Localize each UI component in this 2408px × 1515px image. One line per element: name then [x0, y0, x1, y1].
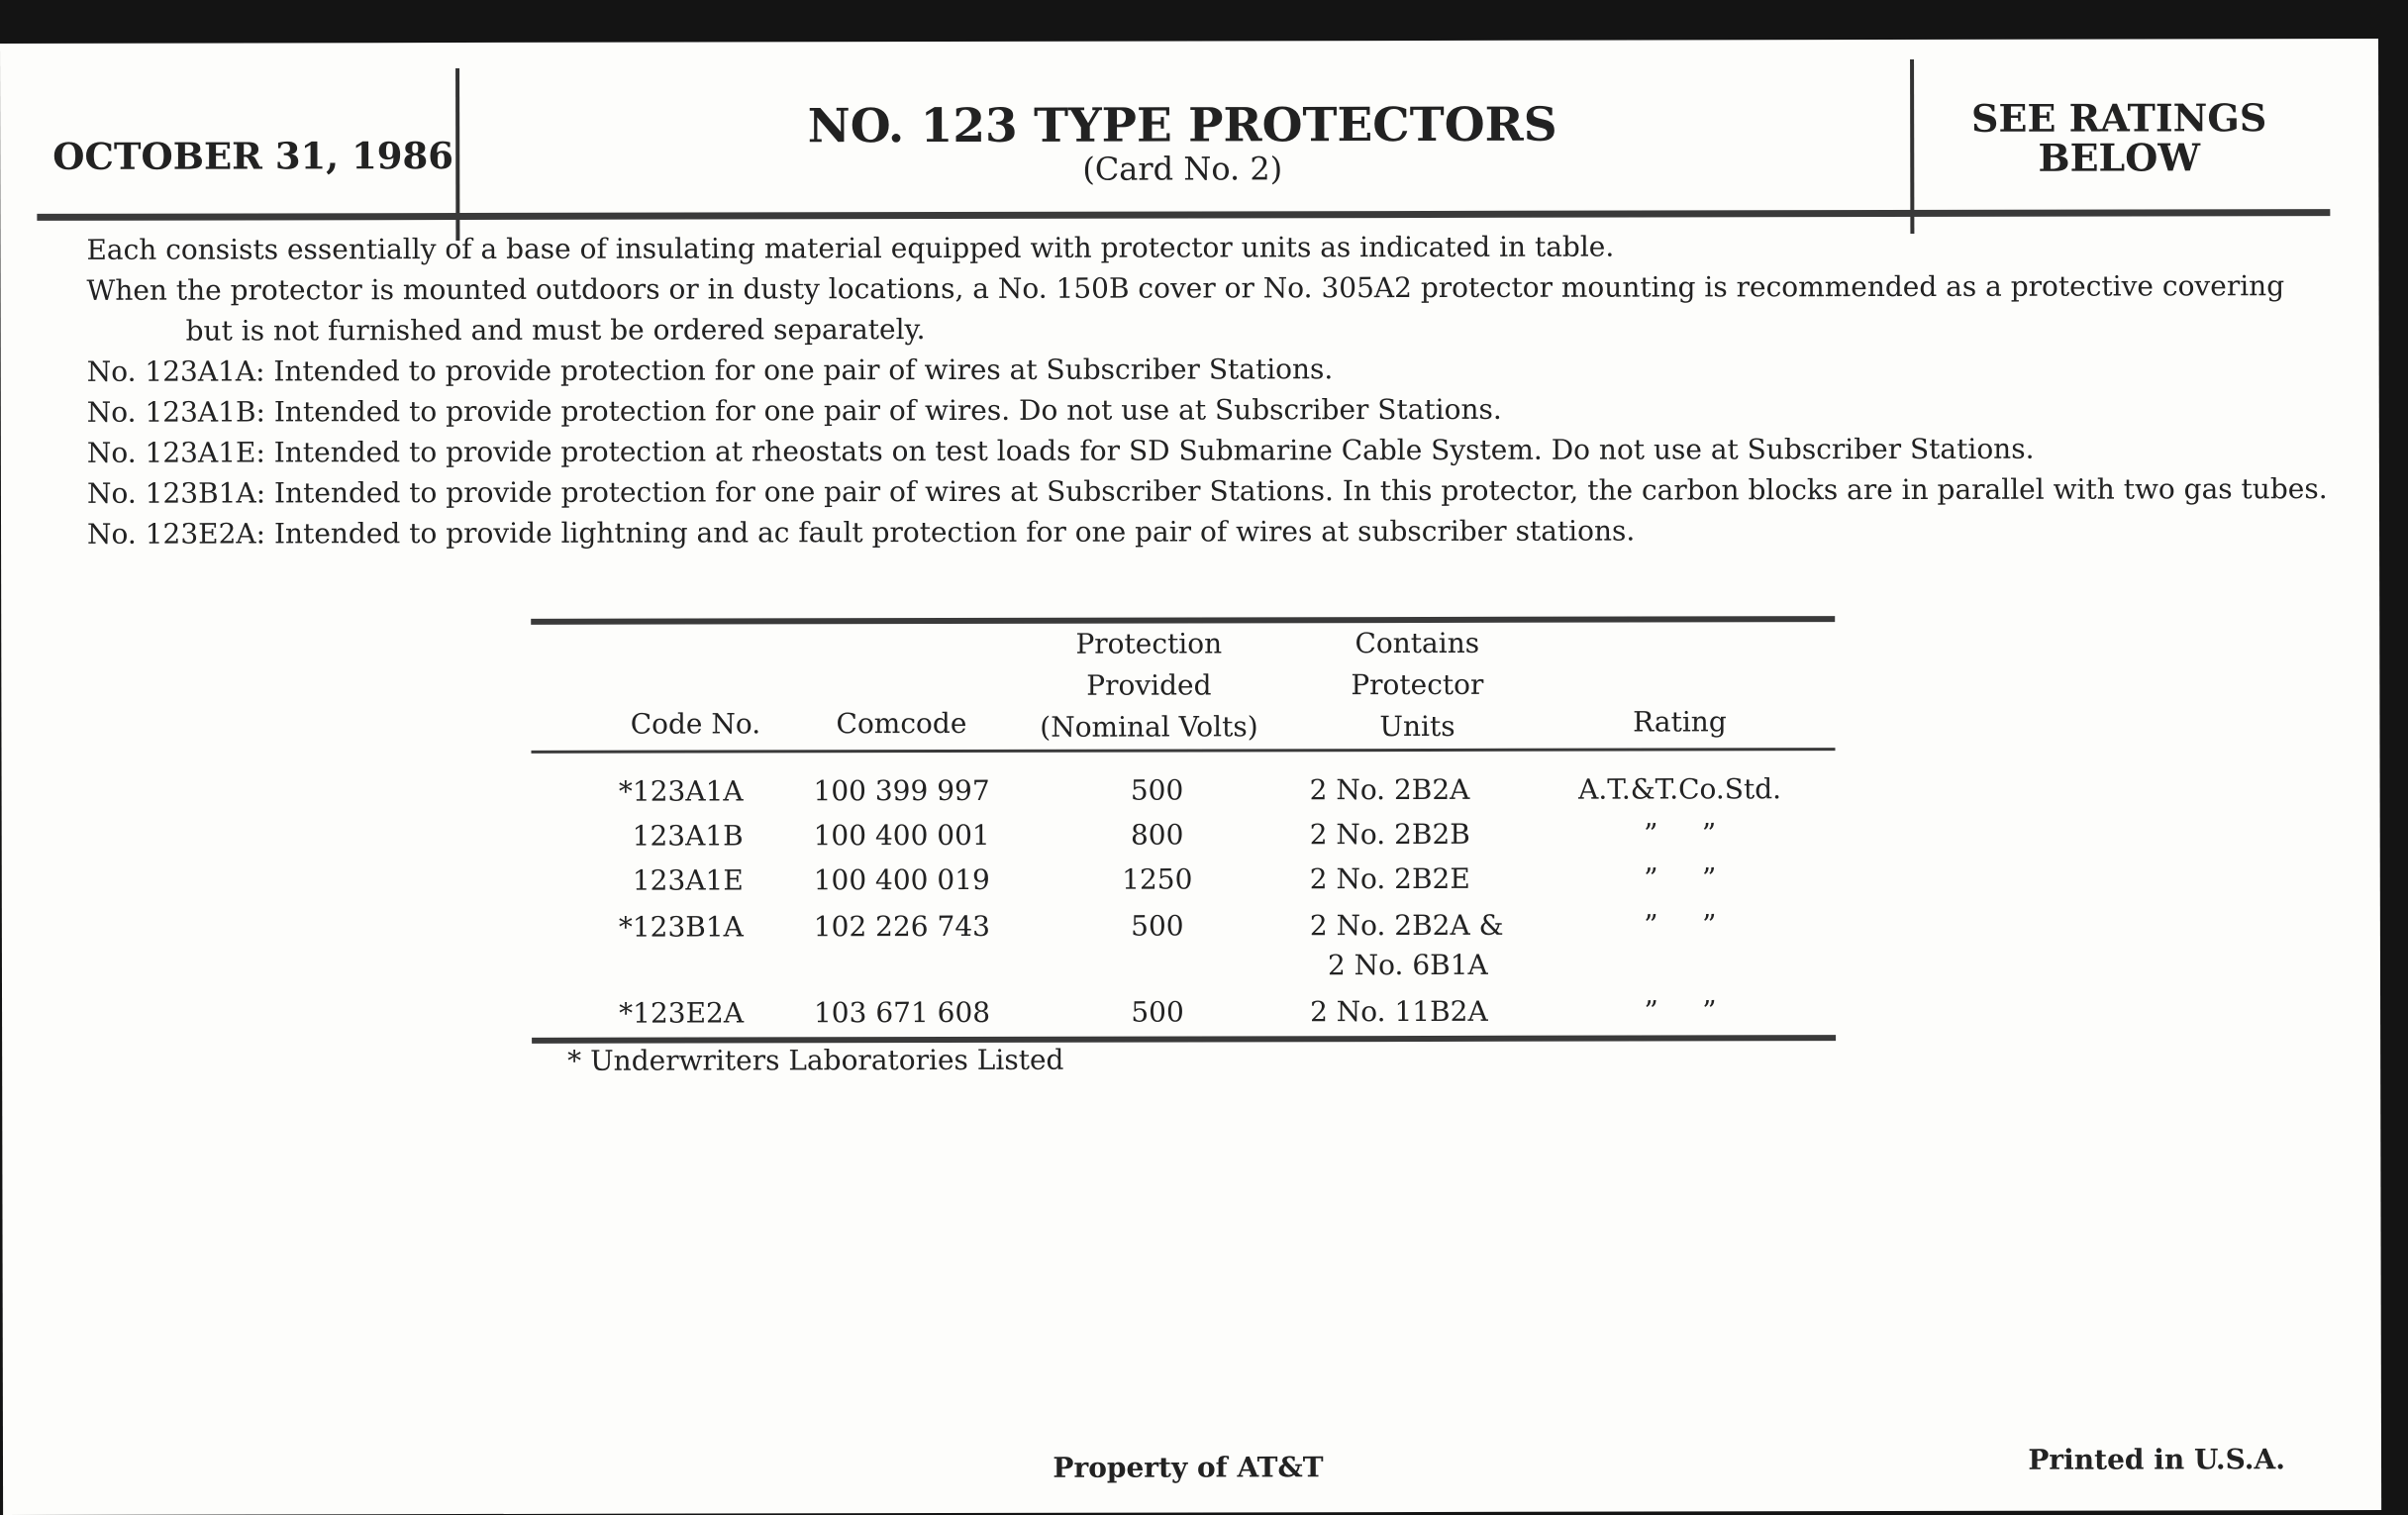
description [86, 225, 2328, 555]
table-bottom-rule [532, 1035, 1836, 1044]
cell-comcode: 103 671 608 [813, 995, 991, 1030]
cell-rating: ” ” [1644, 861, 1717, 895]
cell-rating: ” ” [1644, 908, 1717, 942]
card-date: OCTOBER 31, 1986 [52, 134, 454, 178]
cell-units: 2 No. 11B2A [1310, 994, 1488, 1029]
cell-volts: 500 [1130, 773, 1184, 807]
catalog-card [0, 39, 2381, 1515]
header-protection-line2: Provided [1086, 668, 1212, 702]
cell-comcode: 100 400 019 [813, 862, 990, 897]
cell-volts: 500 [1131, 995, 1184, 1029]
cell-units: 2 No. 2B2A & [1309, 908, 1504, 943]
cell-code: *123E2A [619, 996, 745, 1030]
header-rule [37, 209, 2330, 221]
cell-comcode: 100 399 997 [813, 773, 990, 808]
ratings-note-line1: SEE RATINGS [1970, 95, 2267, 141]
cell-code: 123A1B [632, 819, 744, 853]
header-divider-right [1910, 59, 1914, 234]
cell-volts: 500 [1131, 909, 1184, 943]
cell-units: 2 No. 2B2A [1309, 772, 1470, 807]
table-footnote: * Underwriters Laboratories Listed [567, 1043, 1064, 1077]
ratings-note-line2: BELOW [2038, 135, 2201, 180]
cell-code: 123A1E [632, 863, 744, 897]
cell-units: 2 No. 2B2E [1309, 861, 1470, 896]
description-123a1b: No. 123A1B: Intended to provide protection for one pair of wires. Do not use at Subscriber Stations. [86, 392, 1502, 429]
cell-rating: ” ” [1644, 817, 1717, 851]
description-123b1a: No. 123B1A: Intended to provide protection for one pair of wires at Subscriber Stations. In this protector, the carbon blocks are in parallel with two gas tubes. [86, 472, 2328, 510]
cell-code: *123A1A [618, 774, 744, 808]
description-mounting: When the protector is mounted outdoors or in dusty locations, a No. 150B cover or No. 305A2 protector mounting is recommended as a protective covering but is not furnished and must be ordered separately. [86, 269, 2285, 348]
cell-volts: 1250 [1122, 862, 1193, 896]
card-subtitle: (Card No. 2) [1082, 150, 1283, 188]
cell-comcode: 102 226 743 [813, 909, 990, 944]
header-code: Code No. [630, 707, 761, 741]
card-title: NO. 123 TYPE PROTECTORS [807, 97, 1557, 154]
cell-volts: 800 [1130, 818, 1184, 852]
property-notice: Property of AT&T [1053, 1451, 1324, 1484]
cell-units-line2: 2 No. 6B1A [1327, 948, 1488, 982]
description-123e2a: No. 123E2A: Intended to provide lightning and ac fault protection for one pair of wires at subscriber stations. [87, 514, 1636, 551]
header-protection-line3: (Nominal Volts) [1040, 710, 1258, 744]
cell-units: 2 No. 2B2B [1309, 817, 1470, 852]
table-header-rule [531, 748, 1835, 754]
cell-code: *123B1A [618, 910, 744, 944]
header-contains [1268, 623, 1565, 749]
printed-notice: Printed in U.S.A. [2028, 1443, 2286, 1476]
cell-comcode: 100 400 001 [813, 818, 990, 853]
header-protection-line1: Protection [1075, 627, 1223, 660]
ratings-note [1921, 95, 2317, 180]
cell-rating: A.T.&T.Co.Std. [1578, 772, 1782, 806]
header-rating: Rating [1633, 705, 1727, 739]
header-contains-line3: Units [1379, 709, 1455, 744]
header-contains-line1: Contains [1354, 626, 1480, 660]
header-contains-line2: Protector [1351, 667, 1484, 702]
description-intro: Each consists essentially of a base of insulating material equipped with protector units as indicated in table. [86, 230, 1615, 266]
description-123a1e: No. 123A1E: Intended to provide protection at rheostats on test loads for SD Submarine Cable System. Do not use at Subscriber Stations. [86, 432, 2035, 469]
header-comcode: Comcode [836, 706, 967, 741]
cell-rating: ” ” [1644, 994, 1717, 1028]
description-123a1a: No. 123A1A: Intended to provide protection for one pair of wires at Subscriber Stations. [86, 353, 1334, 388]
header-protection [1000, 623, 1297, 749]
